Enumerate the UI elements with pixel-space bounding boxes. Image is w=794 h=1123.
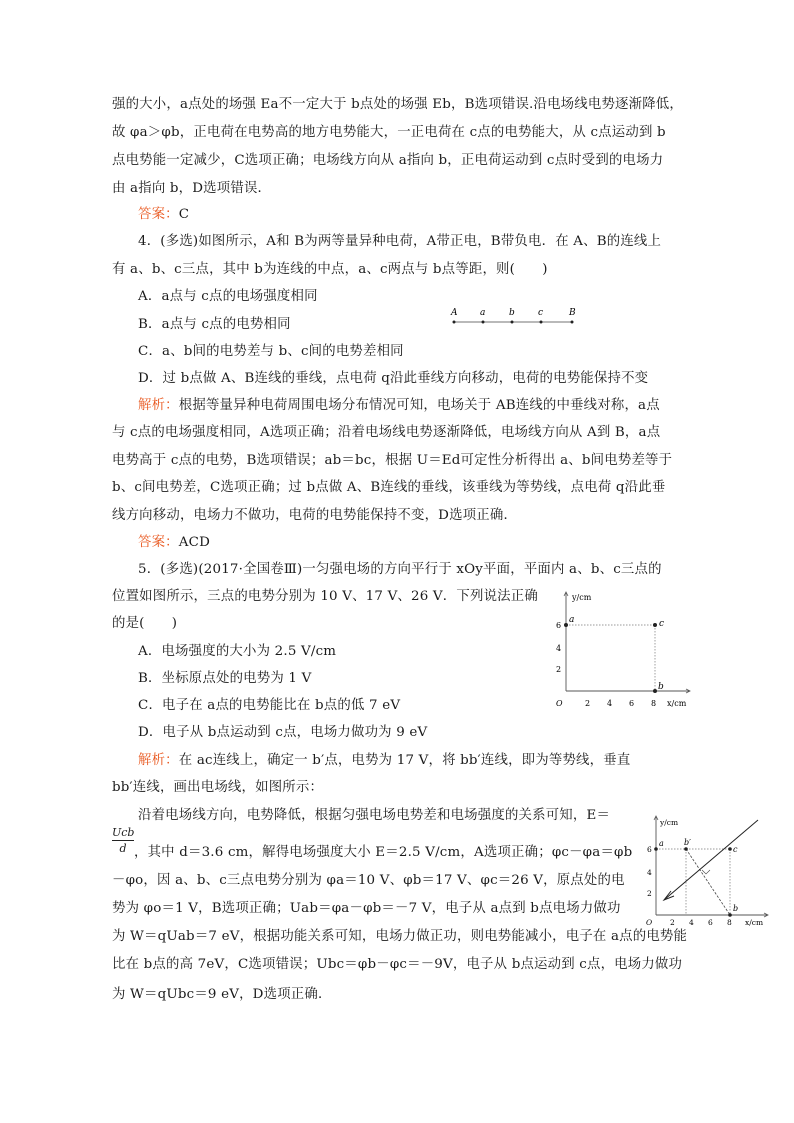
x-tick-8: 8: [651, 699, 657, 708]
point-A-dot: [453, 321, 456, 324]
y-tick-2: 2: [556, 665, 562, 674]
fraction-denominator: d: [119, 842, 127, 855]
q4-charge-figure: [440, 300, 590, 330]
q4-analysis-line-3: 电势高于 c点的电势，B选项错误；ab＝bc，根据 U＝Ed可定性分析得出 a、b间电势差等于: [112, 453, 673, 468]
q5-analysis-text-1: 在 ac连线上，确定一 b′点，电势为 17 V，将 bb′连线，即为等势线，垂直: [178, 753, 631, 768]
label-c: c: [538, 308, 544, 318]
q4-analysis-line-1: [138, 396, 660, 416]
intro-line-1: 强的大小，a点处的场强 Ea不一定大于 b点处的场强 Eb，B选项错误.沿电场线电势逐渐降低，: [112, 97, 683, 112]
electric-field-line: [664, 820, 758, 900]
q5-option-b: B．坐标原点处的电势为 1 V: [138, 671, 312, 686]
q4-option-b: B．a点与 c点的电势相同: [138, 317, 291, 332]
point-c-label: c: [659, 619, 665, 629]
answer-label: 答案：: [138, 535, 179, 550]
point-c-dot: [540, 321, 543, 324]
point-a-dot: [482, 321, 485, 324]
point-c-dot: [728, 847, 732, 851]
q5-stem-line-1: 5．(多选)(2017·全国卷Ⅲ)一匀强电场的方向平行于 xOy平面，平面内 a、b、c三点的: [138, 562, 662, 577]
point-a-dot: [654, 847, 658, 851]
q5-analysis-line-2: bb′连线，画出电场线，如图所示：: [112, 780, 324, 795]
point-b-dot: [511, 321, 514, 324]
answer-label: 答案：: [138, 207, 179, 222]
q4-stem-line-2: 有 a、b、c三点，其中 b为连线的中点，a、c两点与 b点等距，则( ): [112, 262, 548, 277]
point-b-dot: [653, 689, 657, 693]
label-A: A: [451, 308, 458, 318]
y-axis-label: y/cm: [660, 818, 679, 827]
point-a-dot: [564, 623, 568, 627]
q5-analysis-line-8: 比在 b点的高 7eV，C选项错误；Ubc＝φb－φc＝－9V，电子从 b点运动到 c点，电场力做功: [112, 957, 683, 972]
x-axis-label: x/cm: [745, 918, 764, 927]
q5-option-a: A．电场强度的大小为 2.5 V/cm: [138, 644, 337, 659]
q4-analysis-text-1: 根据等量异种电荷周围电场分布情况可知，电场关于 AB连线的中垂线对称，a点: [178, 398, 660, 413]
q4-option-d: D．过 b点做 A、B连线的垂线，点电荷 q沿此垂线方向移动，电荷的电势能保持不变: [138, 371, 649, 386]
q5-stem-line-2: 位置如图所示，三点的电势分别为 10 V、17 V、26 V．下列说法正确: [112, 589, 538, 604]
intro-line-3: 点电势能一定减少，C选项正确；电场线方向从 a指向 b，正电荷运动到 c点时受到的电场力: [112, 153, 664, 168]
q5-option-c: C．电子在 a点的电势能比在 b点的低 7 eV: [138, 698, 401, 713]
origin-label: O: [556, 699, 563, 708]
q5-option-d: D．电子从 b点运动到 c点，电场力做功为 9 eV: [138, 725, 428, 740]
q5-analysis-line-3: 沿着电场线方向，电势降低，根据匀强电场电势差和电场强度的关系可知，E＝: [138, 808, 611, 823]
q5-analysis-line-9: 为 W＝qUbc＝9 eV，D选项正确．: [112, 987, 332, 1002]
point-b-label: b: [733, 904, 739, 913]
q4-option-c: C．a、b间的电势差与 b、c间的电势差相同: [138, 344, 404, 359]
origin-label: O: [646, 918, 653, 927]
point-c-label: c: [733, 845, 738, 854]
q5-analysis-line-6: 势为 φo＝1 V，B选项正确；Uab＝φa－φb＝－7 V，电子从 a点到 b点电场力做功: [112, 901, 621, 916]
q4-analysis-line-4: b、c间电势差，C选项正确；过 b点做 A、B连线的垂线，该垂线为等势线，点电荷 q沿此垂: [112, 480, 666, 495]
q5-analysis-line-4: ，其中 d＝3.6 cm，解得电场强度大小 E＝2.5 V/cm，A选项正确；φc－φa＝φb: [134, 845, 633, 860]
right-angle-mark: [702, 870, 710, 874]
point-bprime-dot: [684, 847, 688, 851]
x-tick-2: 2: [670, 918, 675, 927]
x-tick-2: 2: [585, 699, 591, 708]
q4-analysis-line-5: 线方向移动，电场力不做功，电荷的电势能保持不变，D选项正确．: [112, 508, 518, 523]
answer-value: ACD: [178, 535, 211, 550]
intro-line-2: 故 φa＞φb，正电荷在电势高的地方电势能大，一正电荷在 c点的电势能大，从 c点运动到 b: [112, 125, 666, 140]
label-a: a: [480, 308, 486, 318]
x-axis-label: x/cm: [667, 699, 687, 708]
equipotential-line-bb: [686, 849, 730, 915]
point-bprime-label: b′: [684, 838, 691, 847]
label-B: B: [569, 308, 576, 318]
q5-analysis-line-5: －φo，因 a、b、c三点电势分别为 φa＝10 V、φb＝17 V、φc＝26 V，原点处的电: [112, 873, 625, 888]
fraction-numerator: Ucb: [112, 826, 135, 839]
x-tick-4: 4: [689, 918, 694, 927]
point-b-label: b: [658, 682, 664, 692]
y-tick-4: 4: [647, 868, 652, 877]
q5-coordinate-figure: [540, 588, 700, 713]
point-a-label: a: [569, 615, 575, 625]
q4-analysis-label: 解析：: [138, 398, 179, 413]
x-tick-6: 6: [629, 699, 635, 708]
q5-analysis-label: 解析：: [138, 753, 179, 768]
y-tick-6: 6: [647, 845, 652, 854]
point-b-dot: [728, 913, 732, 917]
answer-3: [138, 205, 189, 225]
q5-analysis-line-7: 为 W＝qUab＝7 eV，根据功能关系可知，电场力做正功，则电势能减小，电子在 a点的电势能: [112, 929, 688, 944]
label-b: b: [509, 308, 515, 318]
point-c-dot: [653, 623, 657, 627]
q4-analysis-line-2: 与 c点的电场强度相同，A选项正确；沿着电场线电势逐渐降低，电场线方向从 A到 B，a点: [112, 425, 661, 440]
answer-value: C: [178, 207, 190, 222]
point-B-dot: [571, 321, 574, 324]
x-tick-8: 8: [727, 918, 732, 927]
answer-4: [138, 533, 210, 553]
y-tick-6: 6: [556, 621, 562, 630]
q4-option-a: A．a点与 c点的电场强度相同: [138, 289, 318, 304]
x-tick-6: 6: [708, 918, 713, 927]
y-tick-2: 2: [647, 889, 652, 898]
fraction-Ucb-over-d: [112, 826, 134, 855]
q5-stem-line-3: 的是( ): [112, 616, 178, 631]
fraction-bar: [112, 840, 134, 841]
x-tick-4: 4: [607, 699, 613, 708]
y-axis-label: y/cm: [572, 593, 592, 602]
intro-line-4: 由 a指向 b，D选项错误．: [112, 181, 272, 196]
q5-analysis-line-1: [138, 751, 630, 771]
point-a-label: a: [659, 839, 664, 848]
q5-field-line-figure: [640, 812, 775, 934]
y-tick-4: 4: [556, 644, 562, 653]
q4-stem-line-1: 4．(多选)如图所示，A和 B为两等量异种电荷，A带正电，B带负电．在 A、B的连线上: [138, 234, 662, 249]
